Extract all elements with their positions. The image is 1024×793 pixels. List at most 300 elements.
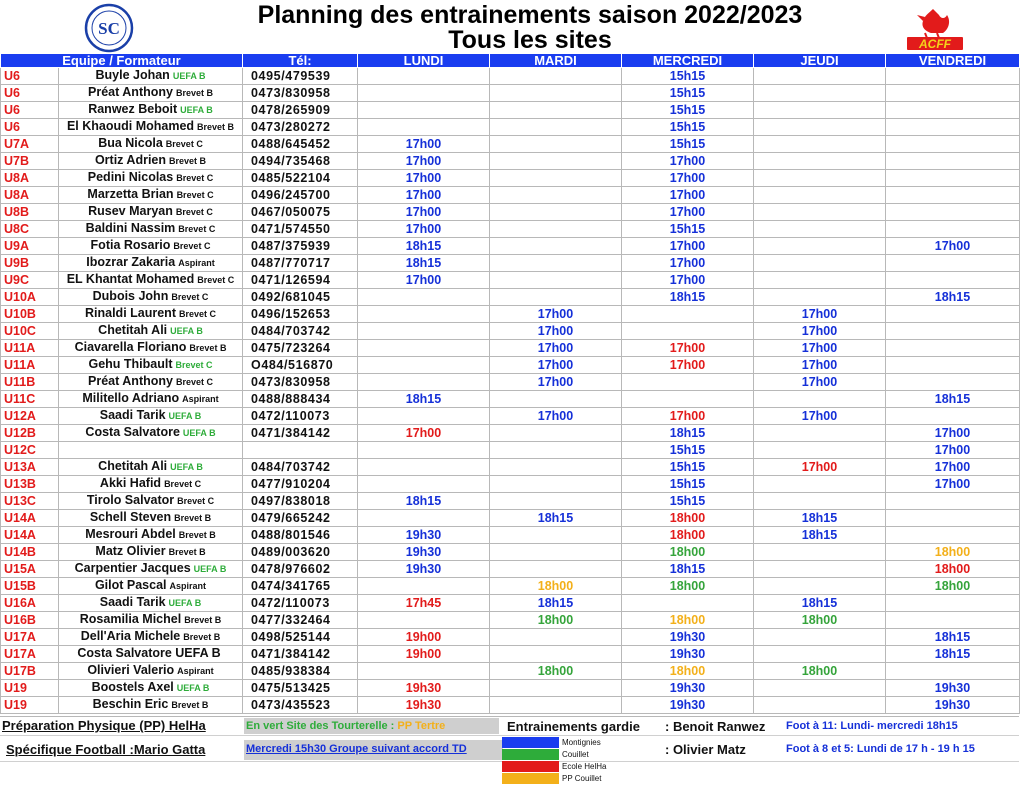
site-note-orange: PP Tertre (397, 720, 446, 732)
time-jeudi (754, 697, 886, 714)
time-lundi: 17h00 (358, 153, 490, 170)
col-header-vendredi: VENDREDI (886, 54, 1020, 68)
time-mercredi: 17h00 (622, 170, 754, 187)
phone-cell: 0474/341765 (243, 578, 358, 595)
time-mercredi: 15h15 (622, 85, 754, 102)
time-mercredi: 17h00 (622, 408, 754, 425)
time-jeudi (754, 442, 886, 459)
team-category: U14A (1, 527, 59, 544)
table-row (1, 629, 1020, 646)
time-vendredi: 18h00 (886, 561, 1020, 578)
table-row (1, 612, 1020, 629)
coach-level: Brevet C (178, 224, 216, 234)
time-mercredi: 17h00 (622, 238, 754, 255)
time-jeudi (754, 646, 886, 663)
time-vendredi: 18h15 (886, 391, 1020, 408)
time-mardi: 17h00 (490, 408, 622, 425)
phone-cell: 0487/770717 (243, 255, 358, 272)
table-row (1, 170, 1020, 187)
time-mardi (490, 119, 622, 136)
time-mercredi (622, 391, 754, 408)
coach-name: Saadi Tarik (99, 595, 166, 609)
coach-cell (59, 170, 243, 187)
table-row (1, 459, 1020, 476)
coach-name: El Khaoudi Mohamed (66, 119, 195, 133)
time-jeudi (754, 289, 886, 306)
time-mardi (490, 391, 622, 408)
time-mercredi: 15h15 (622, 442, 754, 459)
coach-cell (59, 374, 243, 391)
team-category: U6 (1, 68, 59, 85)
coach-level: UEFA B (172, 71, 206, 81)
time-mardi (490, 187, 622, 204)
col-header-tel: Tél: (243, 54, 358, 68)
legend-swatch-couillet (502, 749, 559, 760)
coach-cell (59, 255, 243, 272)
table-row (1, 187, 1020, 204)
coach-level: Brevet B (168, 547, 206, 557)
coach-level: UEFA B (170, 326, 203, 336)
team-category: U8B (1, 204, 59, 221)
coach-name: Costa Salvatore UEFA B (77, 646, 221, 660)
time-jeudi: 17h00 (754, 323, 886, 340)
phone-cell: 0473/280272 (243, 119, 358, 136)
time-vendredi (886, 510, 1020, 527)
coach-cell (59, 85, 243, 102)
phone-cell: 0471/384142 (243, 425, 358, 442)
table-row (1, 697, 1020, 714)
coach-level: UEFA B (193, 564, 227, 574)
coach-name: Gehu Thibault (88, 357, 173, 371)
table-row (1, 136, 1020, 153)
time-vendredi (886, 85, 1020, 102)
phone-cell: 0471/126594 (243, 272, 358, 289)
coach-level: UEFA B (176, 683, 210, 693)
time-lundi: 19h30 (358, 697, 490, 714)
time-mardi (490, 493, 622, 510)
table-row (1, 442, 1020, 459)
club-logo-left (84, 3, 134, 53)
time-mercredi (622, 323, 754, 340)
team-category: U6 (1, 102, 59, 119)
training-schedule-table (0, 53, 1020, 714)
time-vendredi (886, 136, 1020, 153)
phone-cell: 0497/838018 (243, 493, 358, 510)
time-mercredi: 15h15 (622, 68, 754, 85)
time-lundi (358, 476, 490, 493)
time-lundi: 17h00 (358, 136, 490, 153)
svg-text:SC: SC (98, 19, 120, 38)
time-jeudi (754, 272, 886, 289)
time-mercredi: 17h00 (622, 272, 754, 289)
time-lundi: 19h30 (358, 561, 490, 578)
legend-swatch-ecole-helha (502, 761, 559, 772)
table-row (1, 323, 1020, 340)
table-row (1, 68, 1020, 85)
mercredi-note: Mercredi 15h30 Groupe suivant accord TD (244, 740, 503, 760)
time-lundi (358, 340, 490, 357)
coach-cell (59, 306, 243, 323)
time-mardi: 17h00 (490, 323, 622, 340)
phone-cell: 0473/830958 (243, 85, 358, 102)
coach-cell (59, 136, 243, 153)
time-vendredi (886, 357, 1020, 374)
site-note-green: En vert Site des Tourterelle : (246, 720, 395, 732)
coach-cell (59, 204, 243, 221)
time-lundi (358, 102, 490, 119)
coach-cell (59, 153, 243, 170)
phone-cell: 0494/735468 (243, 153, 358, 170)
time-vendredi (886, 119, 1020, 136)
time-mercredi: 15h15 (622, 459, 754, 476)
time-mardi (490, 68, 622, 85)
team-category: U12C (1, 442, 59, 459)
coach-cell (59, 425, 243, 442)
table-row (1, 85, 1020, 102)
time-lundi (358, 510, 490, 527)
time-mercredi: 15h15 (622, 119, 754, 136)
gardien-label: Entrainements gardie (507, 719, 640, 734)
time-mercredi: 18h00 (622, 527, 754, 544)
time-lundi: 18h15 (358, 493, 490, 510)
coach-level: Brevet B (169, 156, 207, 166)
time-lundi: 17h00 (358, 170, 490, 187)
time-vendredi: 17h00 (886, 425, 1020, 442)
time-lundi (358, 323, 490, 340)
time-mardi: 18h15 (490, 595, 622, 612)
time-vendredi (886, 170, 1020, 187)
table-header-row (1, 54, 1020, 68)
time-vendredi (886, 306, 1020, 323)
phone-cell (243, 442, 358, 459)
time-mardi (490, 221, 622, 238)
coach-name: Pedini Nicolas (87, 170, 174, 184)
time-lundi: 18h15 (358, 391, 490, 408)
time-mercredi (622, 374, 754, 391)
site-note (244, 718, 499, 734)
time-mercredi: 17h00 (622, 153, 754, 170)
time-lundi: 18h15 (358, 255, 490, 272)
table-row (1, 306, 1020, 323)
team-category: U15A (1, 561, 59, 578)
footer-divider (0, 716, 1019, 717)
time-jeudi (754, 425, 886, 442)
time-vendredi (886, 255, 1020, 272)
time-lundi: 18h15 (358, 238, 490, 255)
time-jeudi: 17h00 (754, 408, 886, 425)
time-vendredi: 18h15 (886, 289, 1020, 306)
coach-cell (59, 595, 243, 612)
coach-name: Olivieri Valerio (87, 663, 175, 677)
coach-name: Fotia Rosario (90, 238, 171, 252)
gardien-coach-1: : Benoit Ranwez (665, 719, 766, 734)
time-vendredi (886, 221, 1020, 238)
time-jeudi: 17h00 (754, 306, 886, 323)
coach-level: UEFA B (170, 462, 203, 472)
time-mardi (490, 459, 622, 476)
time-jeudi (754, 629, 886, 646)
time-mardi (490, 544, 622, 561)
time-lundi: 19h30 (358, 544, 490, 561)
coach-cell (59, 340, 243, 357)
phone-cell: 0473/830958 (243, 374, 358, 391)
coach-level: Brevet B (175, 88, 213, 98)
phone-cell: 0471/574550 (243, 221, 358, 238)
time-mercredi: 18h15 (622, 561, 754, 578)
team-category: U19 (1, 680, 59, 697)
phone-cell: 0484/703742 (243, 459, 358, 476)
coach-level: Brevet B (184, 615, 222, 625)
coach-name: Dell'Aria Michele (80, 629, 181, 643)
time-mercredi: 18h00 (622, 510, 754, 527)
time-lundi (358, 357, 490, 374)
phone-cell: 0473/435523 (243, 697, 358, 714)
phone-cell: 0488/801546 (243, 527, 358, 544)
coach-name: Dubois John (92, 289, 169, 303)
time-mardi (490, 476, 622, 493)
time-mercredi: 18h00 (622, 663, 754, 680)
time-vendredi (886, 204, 1020, 221)
team-category: U15B (1, 578, 59, 595)
coach-name: Préat Anthony (88, 374, 173, 388)
table-row (1, 340, 1020, 357)
time-mardi (490, 272, 622, 289)
coach-level: Brevet C (164, 479, 202, 489)
table-row (1, 255, 1020, 272)
time-mercredi: 19h30 (622, 629, 754, 646)
table-row (1, 272, 1020, 289)
time-mercredi: 18h00 (622, 612, 754, 629)
coach-level: Aspirant (182, 394, 219, 404)
time-lundi (358, 289, 490, 306)
team-category: U6 (1, 119, 59, 136)
team-category: U10B (1, 306, 59, 323)
table-row (1, 680, 1020, 697)
time-vendredi: 17h00 (886, 238, 1020, 255)
time-mardi: 17h00 (490, 306, 622, 323)
time-mercredi: 19h30 (622, 680, 754, 697)
time-vendredi (886, 595, 1020, 612)
phone-cell: 0472/110073 (243, 408, 358, 425)
time-jeudi (754, 187, 886, 204)
time-vendredi: 18h15 (886, 629, 1020, 646)
footer-divider (0, 735, 1019, 736)
table-row (1, 510, 1020, 527)
coach-cell (59, 493, 243, 510)
legend-label-pp-couillet: PP Couillet (562, 774, 602, 783)
time-jeudi: 18h15 (754, 510, 886, 527)
time-lundi: 17h00 (358, 425, 490, 442)
phone-cell: 0498/525144 (243, 629, 358, 646)
coach-cell (59, 119, 243, 136)
team-category: U12B (1, 425, 59, 442)
page-title: Planning des entrainements saison 2022/2023 (257, 1, 803, 29)
table-row (1, 153, 1020, 170)
time-lundi: 17h45 (358, 595, 490, 612)
team-category: U8A (1, 187, 59, 204)
coach-level: Brevet C (173, 241, 211, 251)
team-category: U14A (1, 510, 59, 527)
coach-cell (59, 544, 243, 561)
time-jeudi (754, 238, 886, 255)
time-lundi (358, 459, 490, 476)
team-category: U17A (1, 629, 59, 646)
phone-cell: O484/516870 (243, 357, 358, 374)
time-mardi (490, 561, 622, 578)
team-category: U8A (1, 170, 59, 187)
phone-cell: 0472/110073 (243, 595, 358, 612)
time-vendredi: 18h00 (886, 578, 1020, 595)
team-category: U16B (1, 612, 59, 629)
phone-cell: 0487/375939 (243, 238, 358, 255)
team-category: U13C (1, 493, 59, 510)
coach-name: Ibozrar Zakaria (86, 255, 176, 269)
time-vendredi (886, 340, 1020, 357)
team-category: U14B (1, 544, 59, 561)
coach-level: UEFA B (182, 428, 216, 438)
coach-level: Aspirant (177, 666, 214, 676)
legend-label-couillet: Couillet (562, 750, 589, 759)
phone-cell: 0467/050075 (243, 204, 358, 221)
table-row (1, 544, 1020, 561)
time-mercredi: 15h15 (622, 221, 754, 238)
time-mercredi: 15h15 (622, 102, 754, 119)
team-category: U11B (1, 374, 59, 391)
time-mardi (490, 238, 622, 255)
time-jeudi: 18h15 (754, 595, 886, 612)
phone-cell: 0477/910204 (243, 476, 358, 493)
coach-cell (59, 187, 243, 204)
time-vendredi: 17h00 (886, 459, 1020, 476)
col-header-mercredi: MERCREDI (622, 54, 754, 68)
time-jeudi (754, 255, 886, 272)
coach-name: Boostels Axel (91, 680, 174, 694)
time-mercredi: 18h15 (622, 425, 754, 442)
coach-cell (59, 476, 243, 493)
time-vendredi (886, 323, 1020, 340)
coach-name: Ciavarella Floriano (74, 340, 187, 354)
coach-name: Gilot Pascal (94, 578, 167, 592)
table-row (1, 561, 1020, 578)
coach-name: Rosamilia Michel (79, 612, 182, 626)
team-category: U13B (1, 476, 59, 493)
time-lundi: 19h30 (358, 527, 490, 544)
time-mardi (490, 102, 622, 119)
coach-cell (59, 323, 243, 340)
time-mardi: 18h00 (490, 663, 622, 680)
legend-label-montignies: Montignies (562, 738, 601, 747)
time-lundi (358, 612, 490, 629)
table-row (1, 408, 1020, 425)
foot85-note: Foot à 8 et 5: Lundi de 17 h - 19 h 15 (786, 743, 975, 755)
time-mercredi: 18h15 (622, 289, 754, 306)
time-mercredi (622, 306, 754, 323)
coach-cell (59, 680, 243, 697)
team-category: U17A (1, 646, 59, 663)
time-vendredi (886, 612, 1020, 629)
time-mardi (490, 629, 622, 646)
time-mardi (490, 527, 622, 544)
coach-name: Préat Anthony (88, 85, 173, 99)
table-row (1, 595, 1020, 612)
team-category: U12A (1, 408, 59, 425)
coach-cell (59, 663, 243, 680)
coach-cell (59, 238, 243, 255)
team-category: U10A (1, 289, 59, 306)
time-lundi: 17h00 (358, 204, 490, 221)
time-vendredi (886, 68, 1020, 85)
time-lundi (358, 306, 490, 323)
coach-level: Brevet C (176, 173, 214, 183)
time-mercredi (622, 595, 754, 612)
table-row (1, 527, 1020, 544)
svg-text:ACFF: ACFF (919, 37, 951, 51)
time-mercredi: 18h00 (622, 544, 754, 561)
time-jeudi (754, 561, 886, 578)
legend-label-ecole-helha: Ecole HelHa (562, 762, 607, 771)
header (0, 0, 1024, 53)
coach-cell (59, 612, 243, 629)
coach-level: Brevet C (178, 309, 216, 319)
time-mercredi: 17h00 (622, 255, 754, 272)
coach-name: Ortiz Adrien (94, 153, 167, 167)
coach-name: Carpentier Jacques (74, 561, 191, 575)
time-mardi (490, 680, 622, 697)
time-mardi (490, 646, 622, 663)
time-jeudi (754, 391, 886, 408)
team-category: U11A (1, 340, 59, 357)
coach-level: Brevet B (178, 530, 216, 540)
time-mardi: 17h00 (490, 374, 622, 391)
table-row (1, 663, 1020, 680)
time-mardi (490, 170, 622, 187)
table-row (1, 238, 1020, 255)
team-category: U7A (1, 136, 59, 153)
time-vendredi (886, 663, 1020, 680)
time-jeudi: 17h00 (754, 459, 886, 476)
time-lundi (358, 408, 490, 425)
table-row (1, 204, 1020, 221)
table-body (1, 68, 1020, 714)
time-vendredi (886, 493, 1020, 510)
time-mercredi: 15h15 (622, 493, 754, 510)
table-row (1, 578, 1020, 595)
time-mardi: 18h15 (490, 510, 622, 527)
team-category: U10C (1, 323, 59, 340)
time-vendredi (886, 102, 1020, 119)
time-vendredi (886, 272, 1020, 289)
phone-cell: 0484/703742 (243, 323, 358, 340)
coach-level: UEFA B (180, 105, 213, 115)
team-category: U6 (1, 85, 59, 102)
phone-cell: 0495/479539 (243, 68, 358, 85)
legend-swatch-pp-couillet (502, 773, 559, 784)
time-jeudi (754, 102, 886, 119)
time-lundi (358, 68, 490, 85)
coach-cell (59, 102, 243, 119)
coach-level: Brevet C (177, 496, 215, 506)
time-jeudi: 17h00 (754, 357, 886, 374)
coach-cell (59, 289, 243, 306)
table-row (1, 374, 1020, 391)
time-jeudi (754, 170, 886, 187)
coach-cell (59, 646, 243, 663)
time-jeudi: 18h15 (754, 527, 886, 544)
coach-level: UEFA B (168, 598, 202, 608)
coach-cell (59, 272, 243, 289)
col-header-mardi: MARDI (490, 54, 622, 68)
time-lundi (358, 374, 490, 391)
